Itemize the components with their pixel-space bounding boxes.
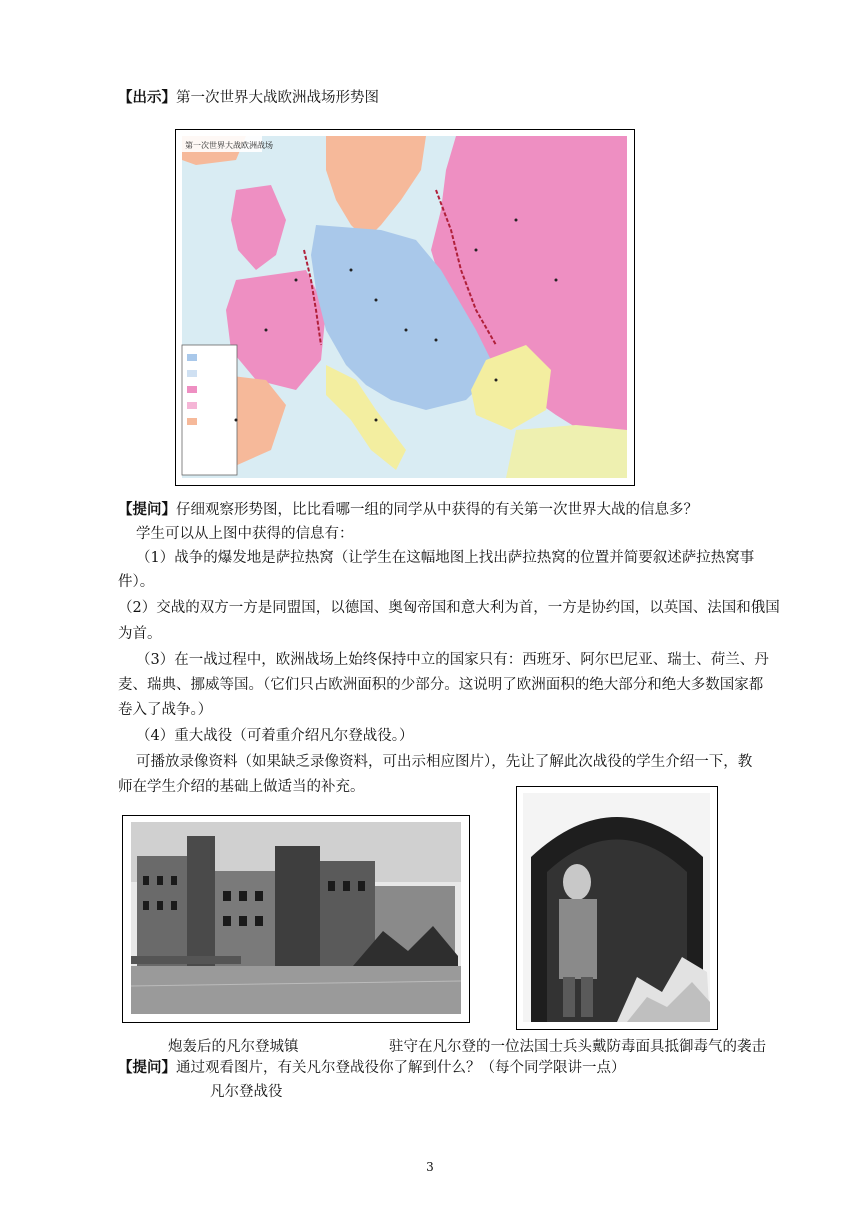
point-2-line-1: （2）交战的双方一方是同盟国，以德国、奥匈帝国和意大利为首，一方是协约国，以英国、法国和俄国 — [118, 600, 780, 616]
point-3-line-2: 麦、瑞典、挪威等国。（它们只占欧洲面积的少部分。这说明了欧洲面积的绝大部分和绝大多数国家都 — [118, 677, 764, 693]
verdun-town-photo — [122, 815, 470, 1023]
caption-verdun-town: 炮轰后的凡尔登城镇 — [168, 1039, 299, 1055]
point-2-line-2: 为首。 — [118, 626, 162, 642]
map-illustration — [176, 130, 633, 484]
legend-swatch-entente — [187, 386, 197, 393]
show-heading-text: 第一次世界大战欧洲战场形势图 — [176, 90, 379, 106]
legend-swatch-central — [187, 354, 197, 361]
map-legend — [182, 345, 237, 475]
point-1-line-1: （1）战争的爆发地是萨拉热窝（让学生在这幅地图上找出萨拉热窝的位置并简要叙述萨拉热窝事 — [136, 550, 755, 566]
page-number: 3 — [426, 1160, 434, 1174]
question-tag: 【提问】 — [118, 501, 176, 518]
show-heading — [118, 88, 379, 108]
video-line-2: 师在学生介绍的基础上做适当的补充。 — [118, 779, 365, 795]
show-tag: 【出示】 — [118, 89, 176, 106]
point-4: （4）重大战役（可着重介绍凡尔登战役。） — [136, 728, 414, 744]
ww1-europe-map — [175, 129, 635, 486]
battle-label: 凡尔登战役 — [210, 1084, 283, 1100]
video-line-1: 可播放录像资料（如果缺乏录像资料，可出示相应图片），先让了解此次战役的学生介绍一下，教 — [136, 754, 753, 770]
question-1 — [118, 500, 698, 520]
verdun-town-illustration — [123, 816, 468, 1021]
caption-gas-mask-soldier: 驻守在凡尔登的一位法国士兵头戴防毒面具抵御毒气的袭击 — [389, 1039, 766, 1055]
point-3-line-1: （3）在一战过程中，欧洲战场上始终保持中立的国家只有：西班牙、阿尔巴尼亚、瑞士、荷兰、丹 — [136, 652, 769, 668]
map-ottoman — [506, 425, 627, 478]
point-1-line-2: 件）。 — [118, 574, 155, 590]
gas-mask-soldier-illustration — [517, 787, 716, 1028]
point-3-line-3: 卷入了战争。） — [118, 702, 213, 718]
question-1-text: 仔细观察形势图，比比看哪一组的同学从中获得的有关第一次世界大战的信息多？ — [176, 502, 698, 518]
question-2-tag: 【提问】 — [118, 1059, 176, 1076]
question-2-text: 通过观看图片，有关凡尔登战役你了解到什么？（每个同学限讲一点） — [176, 1060, 626, 1076]
question-2 — [118, 1058, 626, 1078]
legend-swatch-central-occupied — [187, 370, 197, 377]
gas-mask-soldier-photo — [516, 786, 718, 1030]
legend-swatch-neutral — [187, 418, 197, 425]
map-title: 第一次世界大战欧洲战场 — [185, 141, 273, 150]
intro-text: 学生可以从上图中获得的信息有： — [136, 526, 354, 542]
legend-swatch-entente-occupied — [187, 402, 197, 409]
